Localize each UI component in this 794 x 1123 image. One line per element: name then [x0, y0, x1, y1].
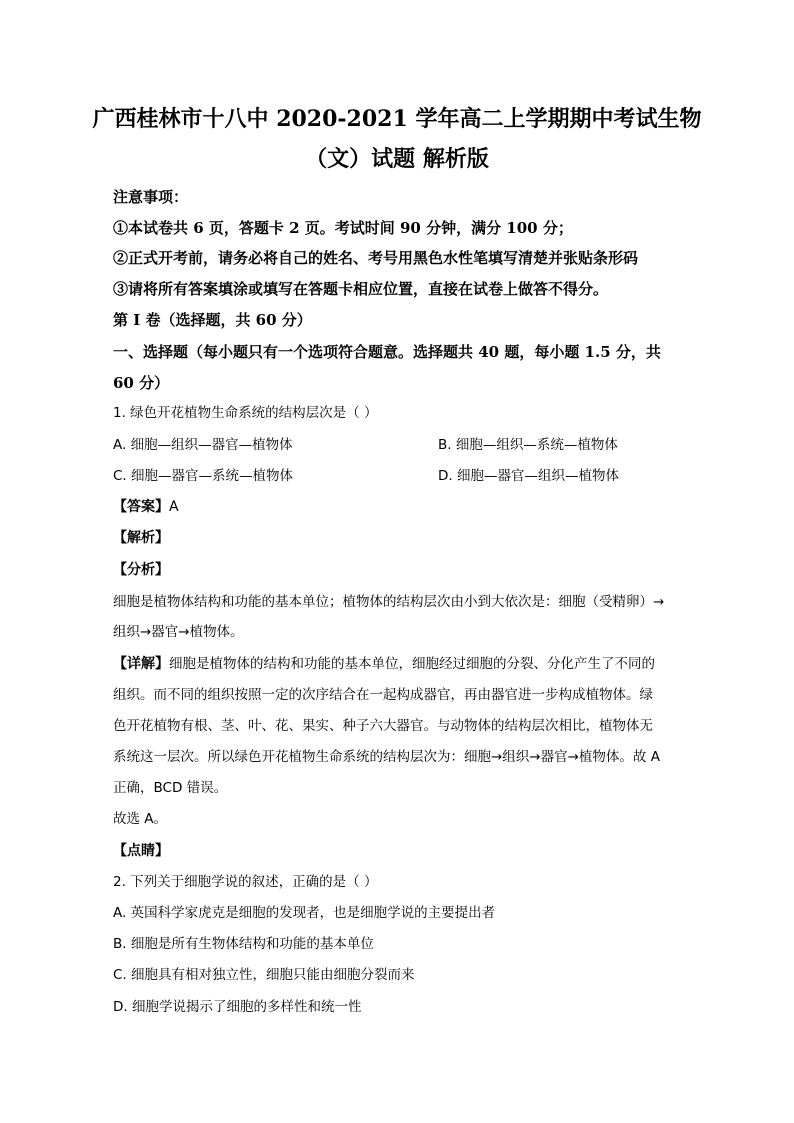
detail-line-3: 色开花植物有根、茎、叶、花、果实、种子六大器官。与动物体的结构层次相比，植物体无 [113, 718, 653, 734]
detail-line-4: 系统这一层次。所以绿色开花植物生命系统的结构层次为：细胞→组织→器官→植物体。故 A [113, 749, 660, 765]
q1-answer [113, 497, 179, 518]
q1-option-c: C. 细胞—器官—系统—植物体 [113, 468, 294, 484]
q2-option-b: B. 细胞是所有生物体结构和功能的基本单位 [113, 936, 374, 952]
fenxi-line-2: 组织→器官→植物体。 [113, 624, 244, 640]
detail-tag: 【详解】 [113, 656, 169, 672]
q1-stem: 1. 绿色开花植物生命系统的结构层次是（ ） [113, 405, 378, 421]
section1-heading-line2: 60 分） [113, 374, 170, 392]
dianjing-tag: 【点睛】 [113, 843, 169, 859]
notice-header: 注意事项： [113, 188, 189, 206]
q1-conclusion: 故选 A。 [113, 811, 168, 827]
fenxi-line-1: 细胞是植物体结构和功能的基本单位；植物体的结构层次由小到大依次是：细胞（受精卵）→ [113, 594, 665, 610]
doc-title-line1: 广西桂林市十八中 2020-2021 学年高二上学期期中考试生物 [92, 106, 702, 132]
detail-line-1 [113, 654, 655, 675]
section1-heading-line1: 一、选择题（每小题只有一个选项符合题意。选择题共 40 题，每小题 1.5 分，共 [113, 343, 661, 361]
analysis-tag: 【解析】 [113, 530, 169, 546]
part1-heading: 第 I 卷（选择题，共 60 分） [113, 311, 312, 329]
answer-tag: 【答案】 [113, 499, 169, 515]
doc-title-line2: （文）试题 解析版 [305, 146, 489, 172]
detail-line-5: 正确，BCD 错误。 [113, 780, 228, 796]
notice-item-3: ③请将所有答案填涂或填写在答题卡相应位置，直接在试卷上做答不得分。 [113, 280, 609, 298]
q1-option-b: B. 细胞—组织—系统—植物体 [438, 437, 618, 453]
fenxi-tag: 【分析】 [113, 562, 169, 578]
answer-value: A [169, 499, 179, 515]
q1-option-d: D. 细胞—器官—组织—植物体 [438, 468, 619, 484]
notice-item-1: ①本试卷共 6 页，答题卡 2 页。考试时间 90 分钟，满分 100 分； [113, 219, 573, 237]
q2-option-a: A. 英国科学家虎克是细胞的发现者，也是细胞学说的主要提出者 [113, 905, 496, 921]
q2-option-c: C. 细胞具有相对独立性，细胞只能由细胞分裂而来 [113, 967, 415, 983]
detail-line-2: 组织。而不同的组织按照一定的次序结合在一起构成器官，再由器官进一步构成植物体。绿 [113, 687, 653, 703]
q2-option-d: D. 细胞学说揭示了细胞的多样性和统一性 [113, 999, 362, 1015]
detail-text-1: 细胞是植物体的结构和功能的基本单位，细胞经过细胞的分裂、分化产生了不同的 [169, 656, 655, 672]
q2-stem: 2. 下列关于细胞学说的叙述，正确的是（ ） [113, 874, 378, 890]
q1-option-a: A. 细胞—组织—器官—植物体 [113, 437, 293, 453]
notice-item-2: ②正式开考前，请务必将自己的姓名、考号用黑色水性笔填写清楚并张贴条形码 [113, 249, 639, 267]
